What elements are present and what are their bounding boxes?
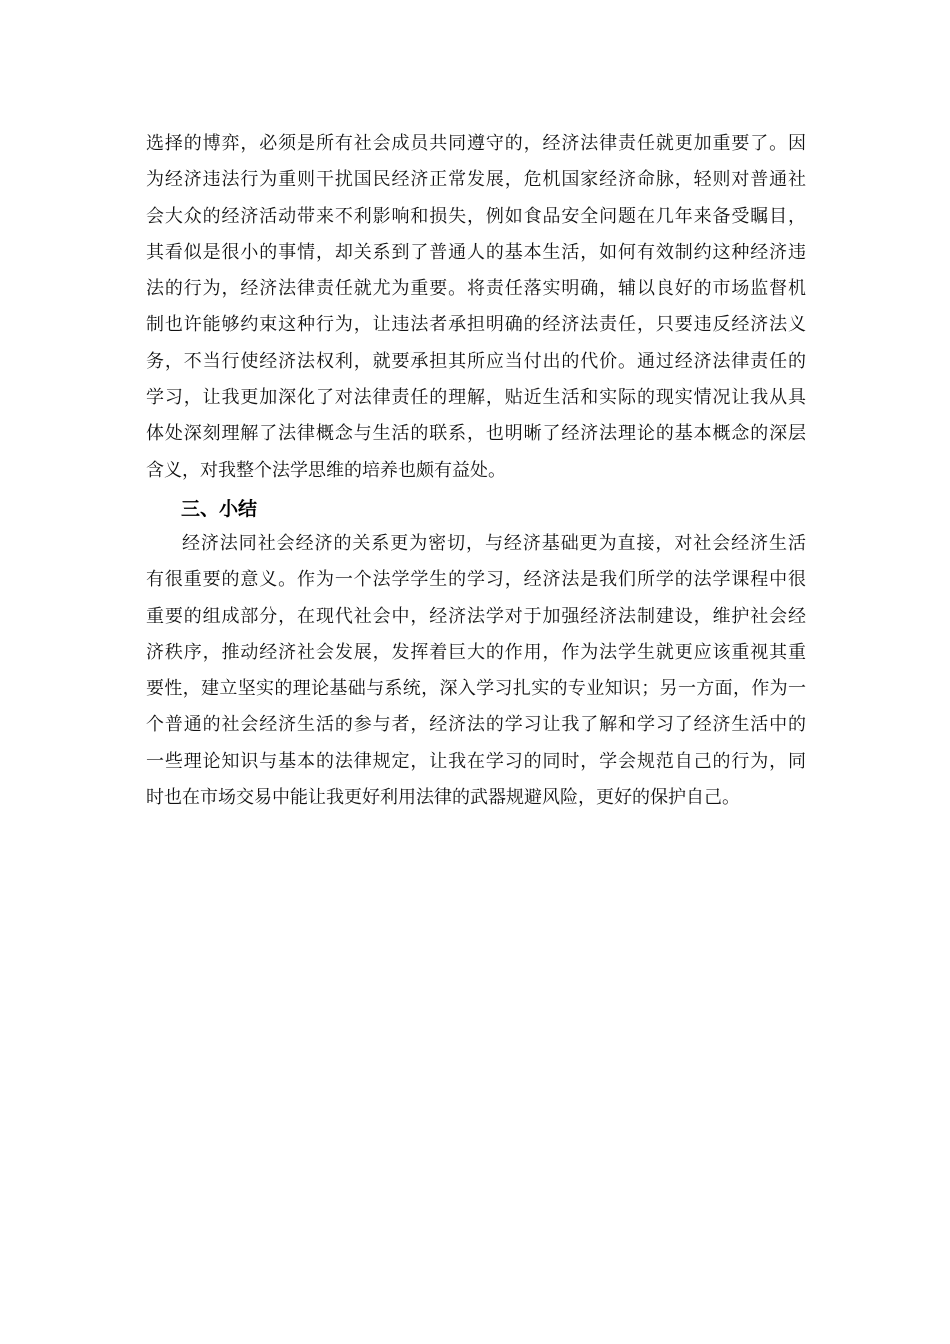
paragraph-line: 时也在市场交易中能让我更好利用法律的武器规避风险，更好的保护自己。 xyxy=(146,787,740,809)
paragraph-line: 重要的组成部分，在现代社会中，经济法学对于加强经济法制建设，维护社会经 xyxy=(146,605,806,627)
paragraph-line: 学习，让我更加深化了对法律责任的理解，贴近生活和实际的现实情况让我从具 xyxy=(146,387,806,409)
paragraph-summary xyxy=(146,526,806,816)
paragraph-line: 其看似是很小的事情，却关系到了普通人的基本生活，如何有效制约这种经济违 xyxy=(146,241,806,263)
paragraph-line: 法的行为，经济法律责任就尤为重要。将责任落实明确，辅以良好的市场监督机 xyxy=(146,278,806,300)
paragraph-line: 务，不当行使经济法权利，就要承担其所应当付出的代价。通过经济法律责任的 xyxy=(146,350,806,372)
paragraph-line: 为经济违法行为重则干扰国民经济正常发展，危机国家经济命脉，轻则对普通社 xyxy=(146,169,806,191)
section-heading-summary: 三、小结 xyxy=(181,498,258,520)
paragraph-line: 制也许能够约束这种行为，让违法者承担明确的经济法责任，只要违反经济法义 xyxy=(146,314,806,336)
paragraph-line: 含义，对我整个法学思维的培养也颇有益处。 xyxy=(146,459,506,481)
paragraph-economic-law-liability xyxy=(146,126,806,489)
paragraph-line: 经济法同社会经济的关系更为密切，与经济基础更为直接，对社会经济生活 xyxy=(182,533,806,554)
paragraph-line: 济秩序，推动经济社会发展，发挥着巨大的作用，作为法学生就更应该重视其重 xyxy=(146,641,806,663)
paragraph-line: 会大众的经济活动带来不利影响和损失，例如食品安全问题在几年来备受瞩目， xyxy=(146,205,806,227)
paragraph-line: 有很重要的意义。作为一个法学学生的学习，经济法是我们所学的法学课程中很 xyxy=(146,569,806,591)
paragraph-line: 选择的博弈，必须是所有社会成员共同遵守的，经济法律责任就更加重要了。因 xyxy=(146,133,806,154)
paragraph-line: 体处深刻理解了法律概念与生活的联系，也明晰了经济法理论的基本概念的深层 xyxy=(146,423,806,445)
paragraph-line: 个普通的社会经济生活的参与者，经济法的学习让我了解和学习了经济生活中的 xyxy=(146,714,806,736)
paragraph-line: 要性，建立坚实的理论基础与系统，深入学习扎实的专业知识；另一方面，作为一 xyxy=(146,678,806,700)
paragraph-line: 一些理论知识与基本的法律规定，让我在学习的同时，学会规范自己的行为，同 xyxy=(146,750,806,772)
